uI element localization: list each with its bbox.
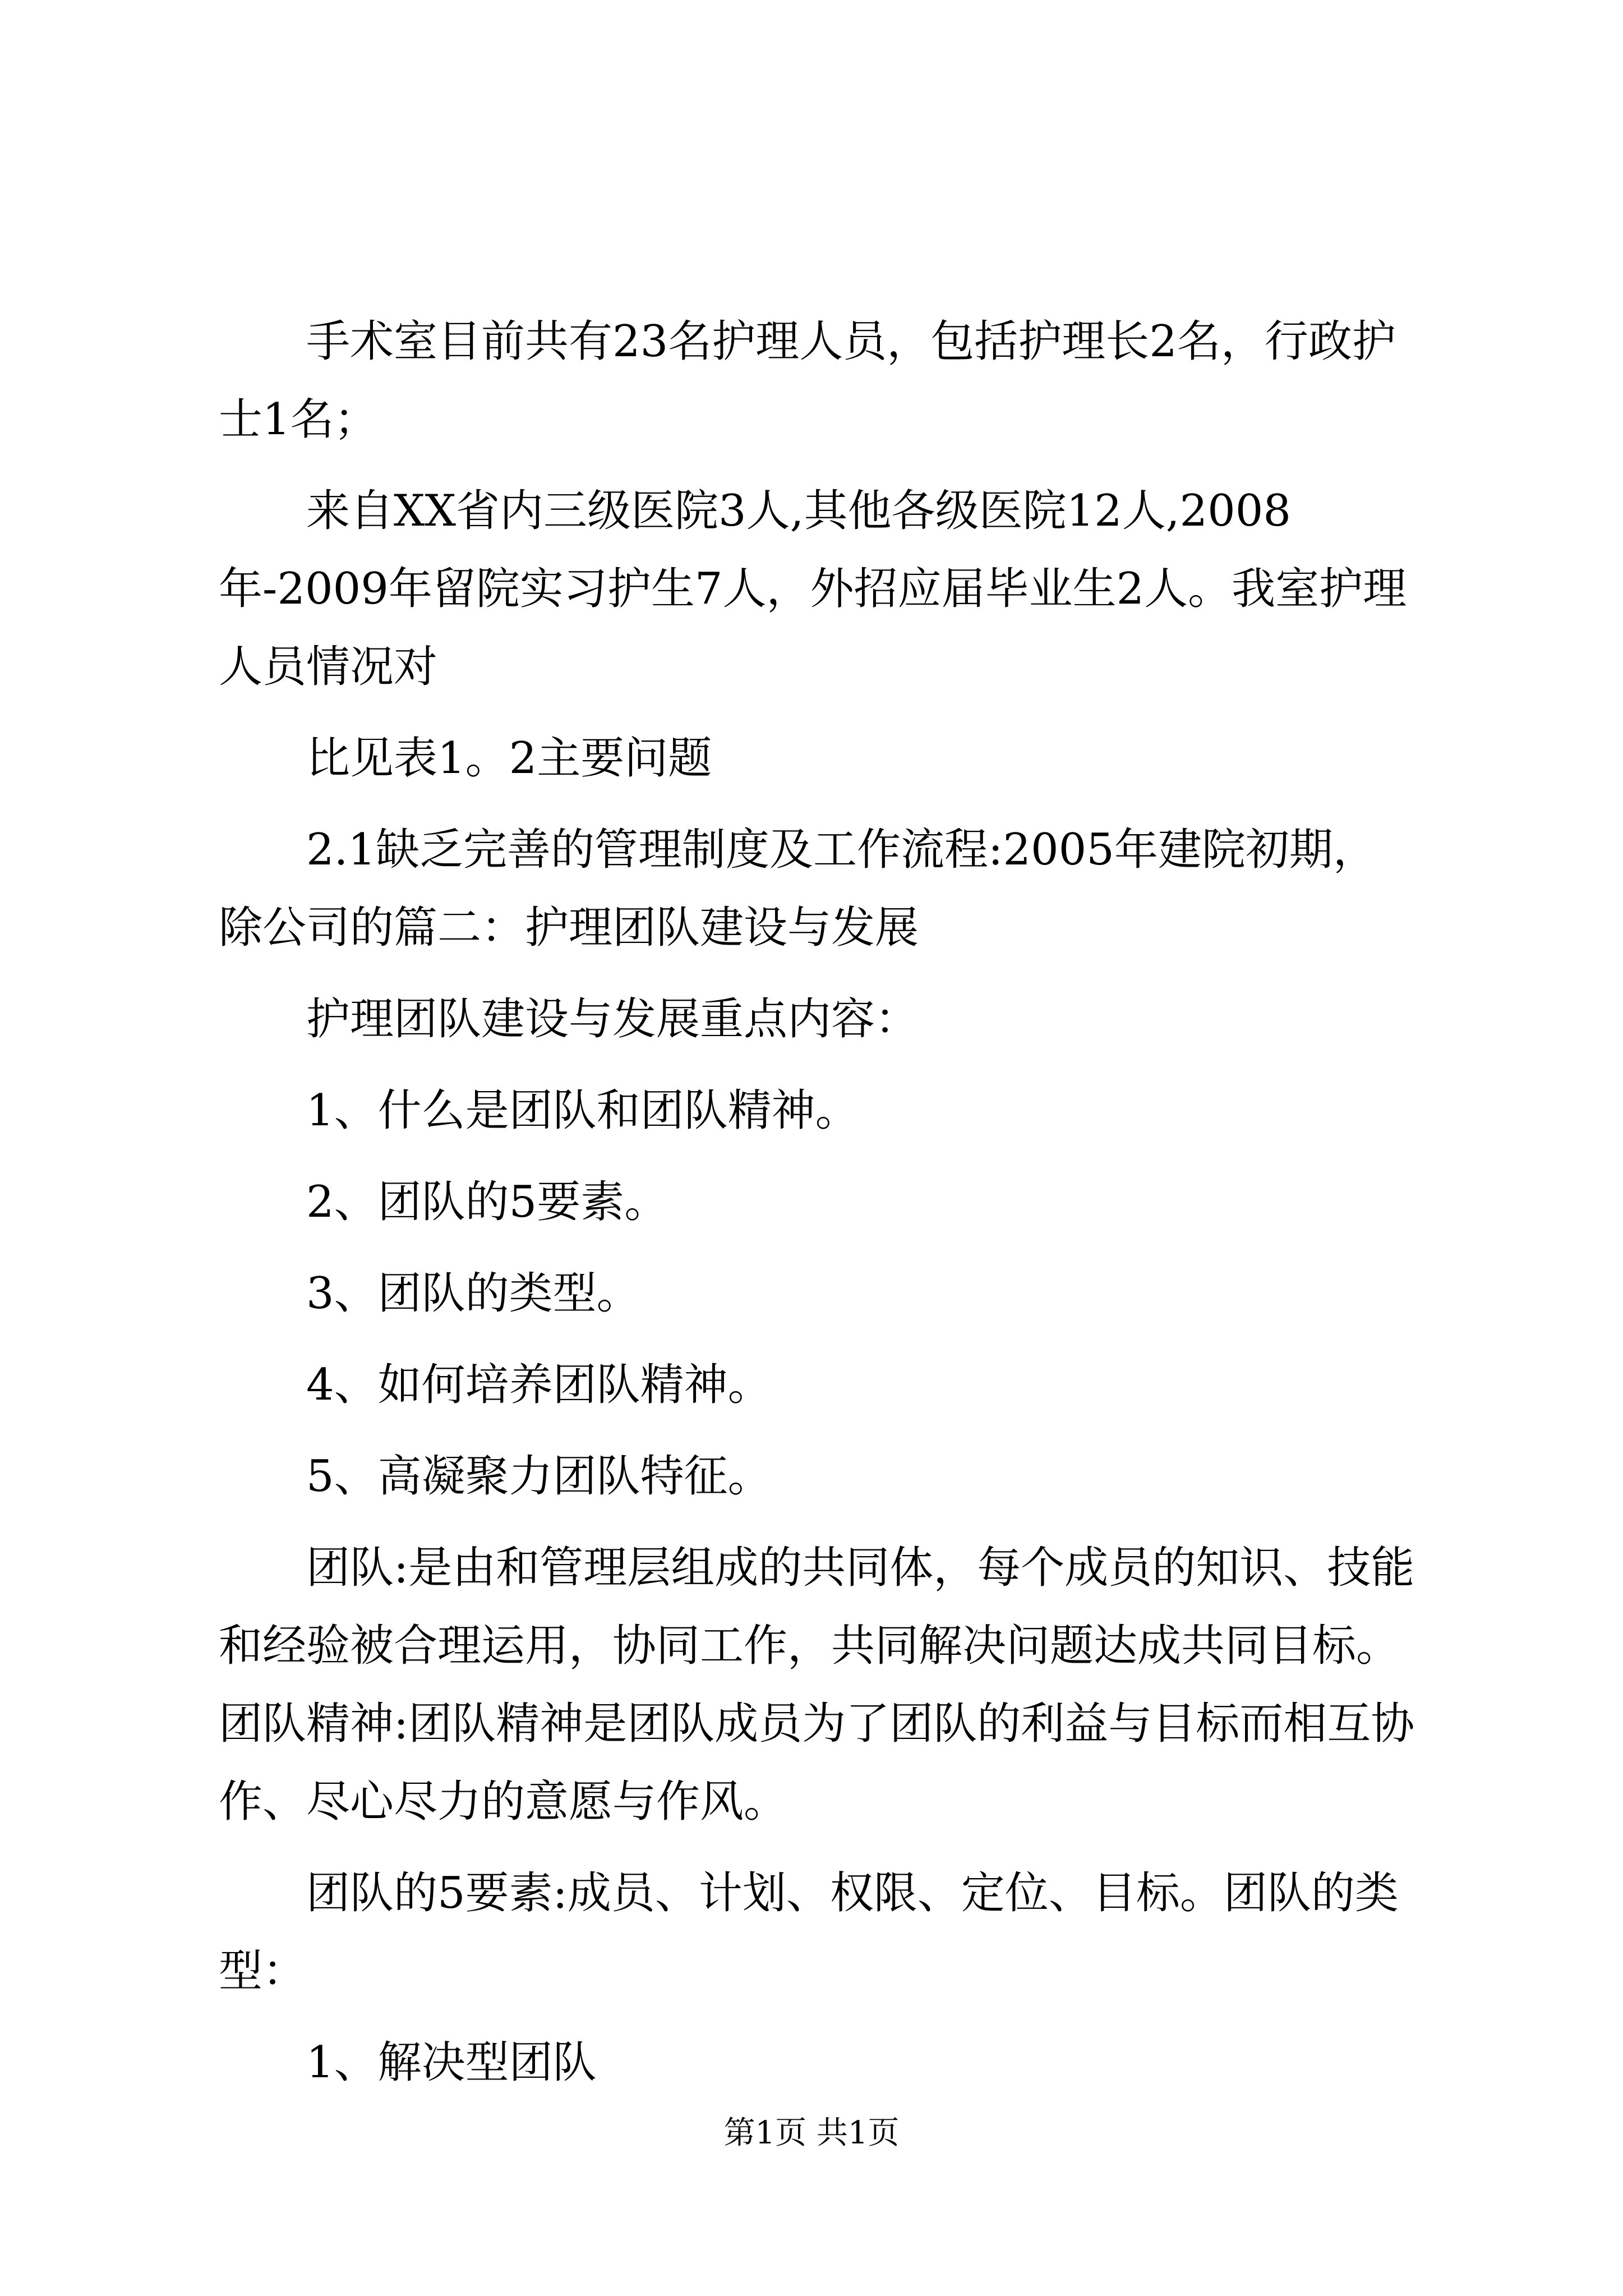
paragraph-staff-count: 手术室目前共有23名护理人员，包括护理长2名，行政护士1名； [219,316,1396,445]
list-item-5: 5、高凝聚力团队特征。 [306,1451,772,1502]
page-footer: 第1页 共1页 [723,2115,900,2151]
paragraph-team-definition: 团队:是由和管理层组成的共同体，每个成员的知识、技能和经验被合理运用，协同工作，共同解决问题达成共同目标。团队精神:团队精神是团队成员为了团队的利益与目标而相互协作、尽心尽力的意愿与作风。 [219,1543,1415,1827]
paragraph-main-problems: 2.1缺乏完善的管理制度及工作流程:2005年建院初期，除公司的篇二：护理团队建设与发展 [219,825,1377,953]
paragraph-key-content-heading: 护理团队建设与发展重点内容： [306,994,919,1045]
list-item-2: 2、团队的5要素。 [306,1177,668,1227]
paragraph-staff-origin: 来自XX省内三级医院3人,其他各级医院12人,2008年-2009年留院实习护生7人，外招应届毕业生2人。我室护理人员情况对 [219,486,1407,692]
document-body [219,303,1419,2115]
list-item-1: 1、什么是团队和团队精神。 [306,1085,859,1136]
list-item-solution-team: 1、解决型团队 [306,2037,597,2088]
list-item-3: 3、团队的类型。 [306,1268,640,1319]
paragraph-team-elements: 团队的5要素:成员、计划、权限、定位、目标。团队的类型： [219,1868,1399,1996]
list-item-4: 4、如何培养团队精神。 [306,1360,772,1410]
paragraph-table-reference: 比见表1。2主要问题 [306,733,712,784]
